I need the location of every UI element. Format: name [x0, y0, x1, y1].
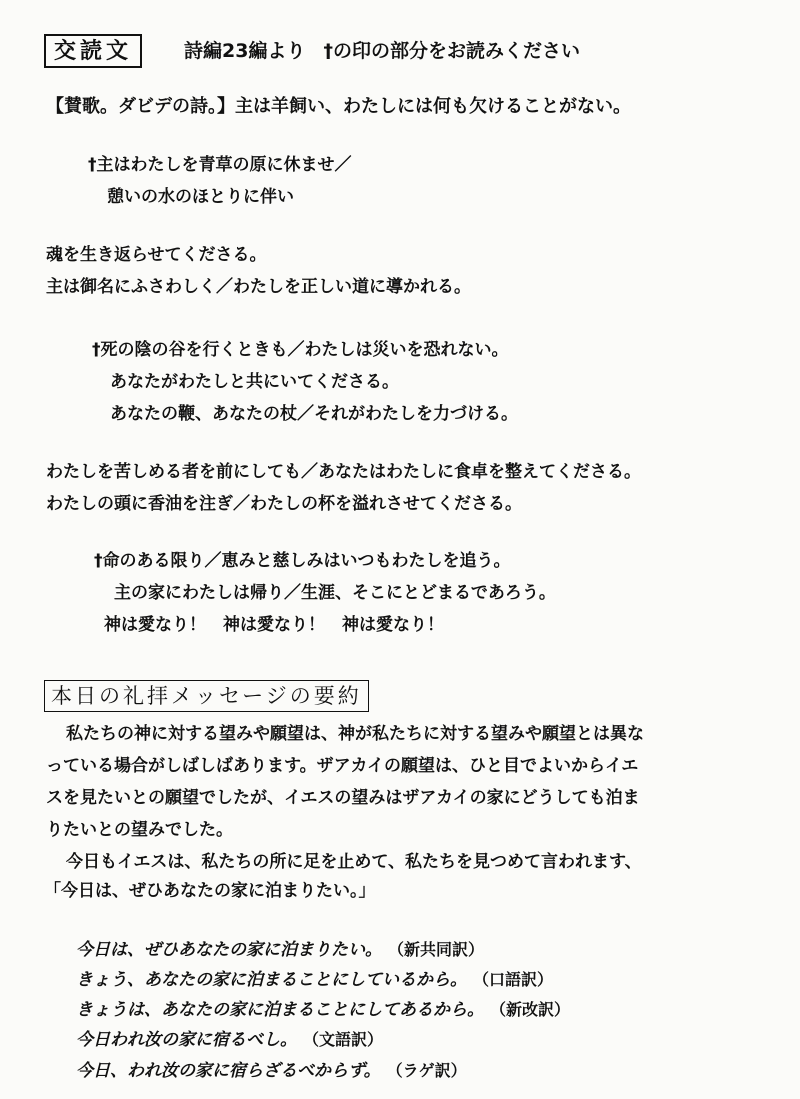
- translation-line: [76, 935, 484, 960]
- translation-text: 今日は、ぜひあなたの家に泊まりたい。: [76, 940, 382, 960]
- psalm-line: わたしの頭に香油を注ぎ／わたしの杯を溢れさせてくださる。: [46, 494, 522, 514]
- translation-version: （文語訳）: [311, 1030, 384, 1049]
- psalm-line: 魂を生き返らせてくださる。: [46, 245, 267, 265]
- translation-text: 今日、われ汝の家に宿らざるべからず。: [76, 1061, 381, 1081]
- psalm-refrain: 神は愛なり！ 神は愛なり！ 神は愛なり！: [104, 615, 444, 635]
- reading-instruction: †の印の部分をお読みください: [323, 40, 580, 62]
- translation-line: [76, 995, 570, 1020]
- psalm-line: 【賛歌。ダビデの詩。】主は羊飼い、わたしには何も欠けることがない。: [46, 96, 631, 117]
- translation-line: [76, 965, 553, 990]
- psalm-line-marked: 主の家にわたしは帰り／生涯、そこにとどまるであろう。: [114, 583, 556, 603]
- psalm-line: 主は御名にふさわしく／わたしを正しい道に導かれる。: [46, 277, 471, 297]
- summary-paragraph-line: っている場合がしばしばあります。ザアカイの願望は、ひと目でよいからイエ: [46, 756, 639, 776]
- translation-text: きょうは、あなたの家に泊まることにしてあるから。: [76, 1000, 484, 1020]
- psalm-line-marked: †命のある限り／恵みと慈しみはいつもわたしを追う。: [94, 551, 511, 571]
- translation-version: （ラゲ訳）: [394, 1061, 467, 1080]
- translation-text: 今日われ汝の家に宿るべし。: [76, 1030, 297, 1050]
- psalm-line-marked: †主はわたしを青草の原に休ませ／: [88, 155, 352, 175]
- source-reference: 詩編23編より: [184, 40, 306, 62]
- sermon-summary-title-box: 本日の礼拝メッセージの要約: [44, 680, 369, 712]
- translation-version: （新改訳）: [498, 1000, 571, 1019]
- translation-version: （新共同訳）: [396, 940, 485, 959]
- summary-paragraph-line: 今日もイエスは、私たちの所に足を止めて、私たちを見つめて言われます、: [66, 852, 642, 872]
- translation-line: [76, 1025, 383, 1050]
- summary-paragraph-line: スを見たいとの願望でしたが、イエスの望みはザアカイの家にどうしても泊ま: [46, 788, 640, 808]
- translation-version: （口語訳）: [481, 970, 554, 989]
- responsive-reading-title-box: 交読文: [44, 34, 142, 68]
- summary-quote-line: 「今日は、ぜひあなたの家に泊まりたい。」: [44, 881, 376, 901]
- summary-paragraph-line: 私たちの神に対する望みや願望は、神が私たちに対する望みや願望とは異な: [66, 724, 644, 744]
- psalm-line-marked: 憩いの水のほとりに伴い: [107, 187, 294, 207]
- psalm-line-marked: †死の陰の谷を行くときも／わたしは災いを恐れない。: [92, 340, 509, 360]
- summary-paragraph-line: りたいとの望みでした。: [46, 820, 233, 840]
- translation-line: [76, 1056, 467, 1081]
- psalm-line-marked: あなたがわたしと共にいてくださる。: [110, 372, 399, 392]
- translation-text: きょう、あなたの家に泊まることにしているから。: [76, 970, 467, 990]
- psalm-line-marked: あなたの鞭、あなたの杖／それがわたしを力づける。: [110, 404, 518, 424]
- header-line: [184, 36, 580, 63]
- psalm-line: わたしを苦しめる者を前にしても／あなたはわたしに食卓を整えてくださる。: [46, 462, 641, 482]
